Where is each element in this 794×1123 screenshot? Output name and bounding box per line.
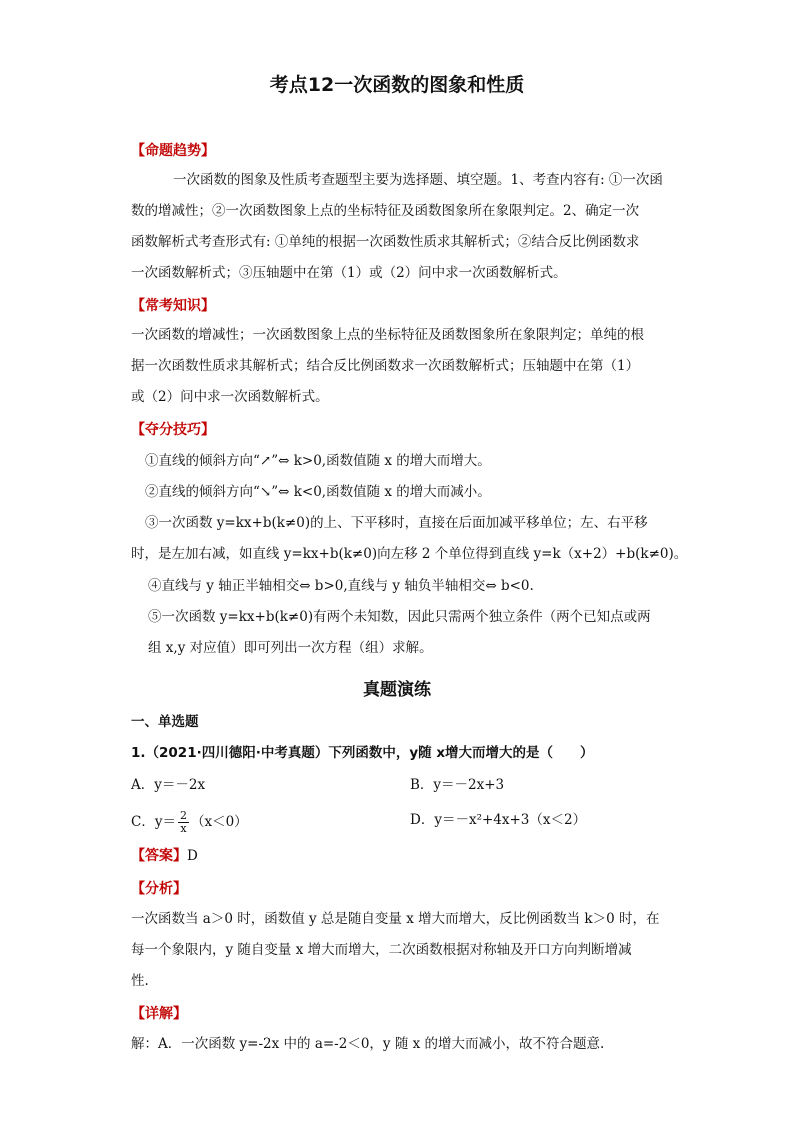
trend-line-1: 一次函数的图象及性质考查题型主要为选择题、填空题。1、考查内容有: ①一次函 [173, 172, 663, 188]
question-stem: 1.（2021·四川德阳·中考真题）下列函数中，y随 x增大而增大的是（ ） [131, 745, 594, 761]
heading-analysis: 【分析】 [131, 881, 187, 897]
heading-tips: 【夺分技巧】 [131, 422, 215, 438]
trend-line-3: 函数解析式考查形式有: ①单纯的根据一次函数性质求其解析式；②结合反比例函数求 [131, 234, 640, 250]
option-c-prefix: C．y＝ [131, 814, 176, 830]
heading-detail: 【详解】 [131, 1006, 187, 1022]
option-a: A．y＝－2x [131, 777, 206, 793]
trend-line-4: 一次函数解析式；③压轴题中在第（1）或（2）问中求一次函数解析式。 [131, 265, 567, 281]
knowledge-line-1: 一次函数的增减性；一次函数图象上点的坐标特征及函数图象所在象限判定；单纯的根 [131, 327, 644, 343]
tip-line-6: ⑤一次函数 y=kx+b(k≠0)有两个未知数，因此只需两个独立条件（两个已知点或两 [148, 609, 651, 625]
page-title: 考点12一次函数的图象和性质 [269, 74, 525, 96]
knowledge-line-2: 据一次函数性质求其解析式；结合反比例函数求一次函数解析式；压轴题中在第（1） [131, 358, 640, 374]
option-c-suffix: （x＜0） [190, 814, 248, 830]
question-type-label: 一、单选题 [131, 714, 199, 730]
tip-line-5: ④直线与 y 轴正半轴相交⇔ b>0,直线与 y 轴负半轴相交⇔ b<0. [148, 578, 534, 594]
heading-knowledge: 【常考知识】 [131, 298, 215, 314]
fraction-numerator: 2 [179, 809, 187, 822]
detail-line-1: 解：A．一次函数 y=-2x 中的 a=-2＜0，y 随 x 的增大而减小，故不符合题意. [131, 1036, 605, 1052]
answer-value: D [187, 848, 198, 864]
tip-line-3: ③一次函数 y=kx+b(k≠0)的上、下平移时，直接在后面加减平移单位；左、右平移 [145, 515, 648, 531]
option-b: B．y＝－2x+3 [410, 777, 505, 793]
analysis-line-1: 一次函数当 a＞0 时，函数值 y 总是随自变量 x 增大而增大，反比例函数当 k＞0 时，在 [131, 911, 660, 927]
knowledge-line-3: 或（2）问中求一次函数解析式。 [131, 389, 329, 405]
heading-answer: 【答案】 [131, 848, 187, 864]
trend-line-2: 数的增减性；②一次函数图象上点的坐标特征及函数图象所在象限判定。2、确定一次 [131, 203, 640, 219]
answer-line [131, 846, 198, 866]
tip-line-4: 时，是左加右减，如直线 y=kx+b(k≠0)向左移 2 个单位得到直线 y=k（x+2）+b(k≠0)。 [131, 546, 688, 562]
tip-line-7: 组 x,y 对应值）即可列出一次方程（组）求解。 [148, 640, 433, 656]
heading-trend: 【命题趋势】 [131, 143, 215, 159]
option-c [131, 810, 248, 835]
analysis-line-2: 每一个象限内，y 随自变量 x 增大而增大，二次函数根据对称轴及开口方向判断增减 [131, 942, 632, 958]
tip-line-2: ②直线的倾斜方向“↘”⇔ k<0,函数值随 x 的增大而减小。 [145, 484, 491, 500]
fraction-denominator: x [180, 822, 187, 835]
analysis-line-3: 性. [131, 973, 149, 989]
tip-line-1: ①直线的倾斜方向“↗”⇔ k>0,函数值随 x 的增大而增大。 [145, 453, 491, 469]
option-d: D．y＝－x²+4x+3（x＜2） [410, 812, 587, 828]
section-title: 真题演练 [363, 680, 431, 700]
option-c-fraction [178, 810, 189, 835]
